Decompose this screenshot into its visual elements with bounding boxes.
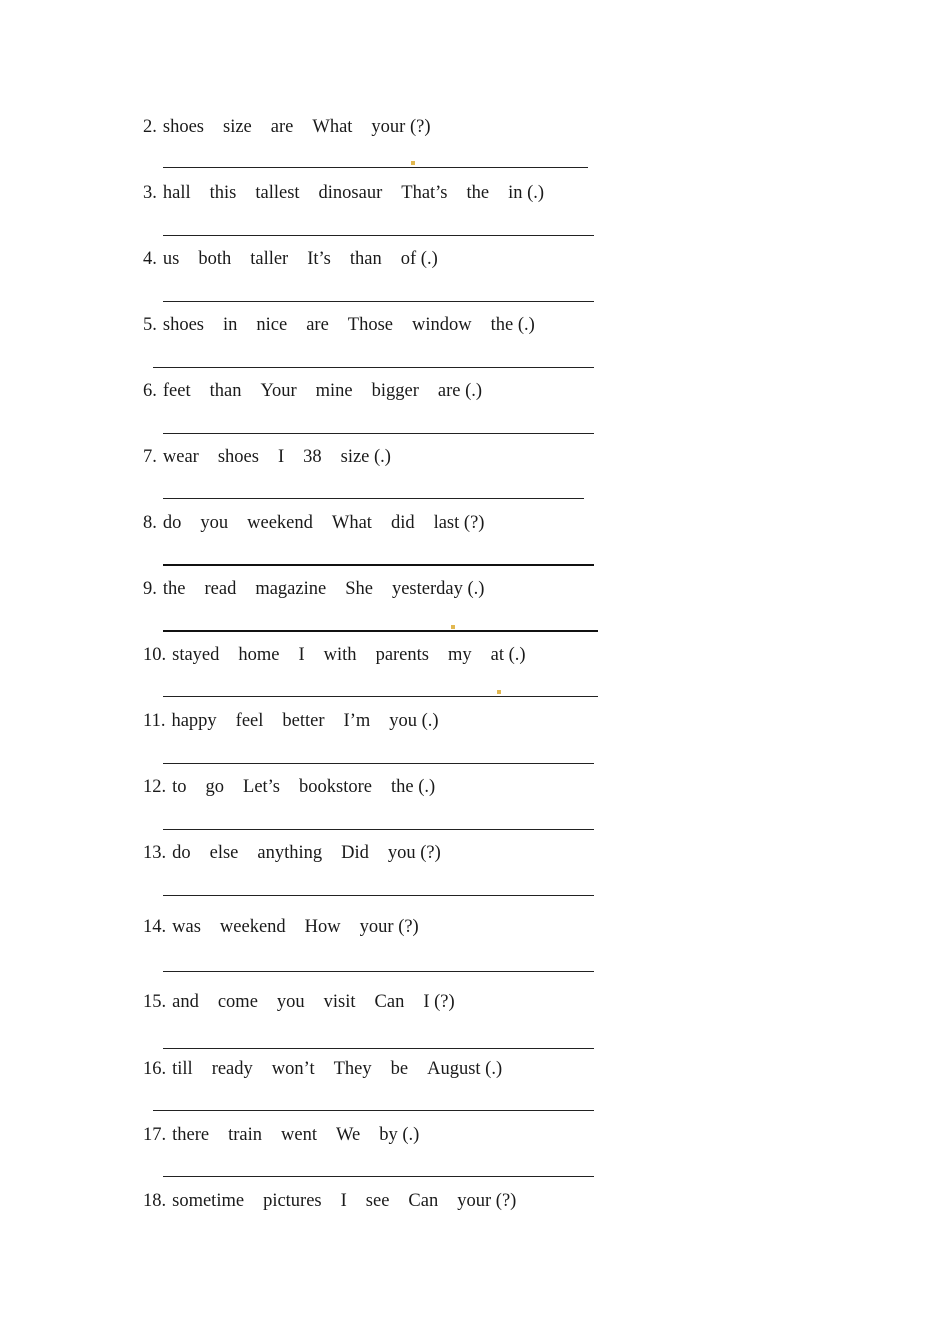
exercise-item (143, 1124, 419, 1146)
exercise-item (143, 1058, 502, 1080)
scrambled-word: size (340, 447, 370, 467)
scrambled-word: you (389, 711, 417, 731)
scrambled-word: ready (211, 1059, 253, 1079)
scrambled-word: What (312, 117, 353, 137)
scrambled-word: August (427, 1059, 481, 1079)
scrambled-word: the (390, 777, 414, 797)
exercise-item (143, 842, 441, 864)
answer-line[interactable] (163, 1176, 594, 1177)
end-punctuation: (.) (369, 447, 391, 467)
scrambled-word: your (371, 117, 406, 137)
scrambled-word: us (162, 249, 180, 269)
scrambled-word: do (162, 513, 182, 533)
exercise-item (143, 991, 455, 1013)
scrambled-word: feel (235, 711, 264, 731)
scrambled-word: mine (315, 381, 353, 401)
scrambled-word: the (466, 183, 490, 203)
scrambled-word: I’m (343, 711, 371, 731)
scrambled-word: home (238, 645, 280, 665)
answer-line[interactable] (163, 829, 594, 830)
scrambled-word: parents (375, 645, 429, 665)
scrambled-word: are (306, 315, 329, 335)
scrambled-word: the (162, 579, 186, 599)
scrambled-word: We (335, 1125, 361, 1145)
answer-line[interactable] (163, 564, 594, 566)
scrambled-word: bigger (371, 381, 419, 401)
scrambled-word: go (205, 777, 225, 797)
end-punctuation: (?) (429, 992, 455, 1012)
scrambled-word: weekend (219, 917, 286, 937)
scrambled-word: are (270, 117, 294, 137)
scrambled-word: That’s (401, 183, 448, 203)
scrambled-word: nice (256, 315, 288, 335)
scrambled-word: this (209, 183, 237, 203)
scrambled-word: else (209, 843, 239, 863)
exercise-number: 12. (143, 777, 167, 797)
scrambled-word: stayed (172, 645, 220, 665)
scrambled-word: see (365, 1191, 390, 1211)
scrambled-word: I (340, 1191, 347, 1211)
scrambled-word: in (223, 315, 238, 335)
end-punctuation: (.) (513, 315, 535, 335)
scrambled-word: your (457, 1191, 492, 1211)
answer-line[interactable] (163, 235, 594, 236)
scrambled-word: won’t (271, 1059, 315, 1079)
exercise-number: 9. (143, 579, 157, 599)
exercise-item (143, 710, 439, 732)
scrambled-word: happy (171, 711, 217, 731)
scrambled-word: What (331, 513, 372, 533)
scrambled-word: till (172, 1059, 193, 1079)
scrambled-word: are (437, 381, 461, 401)
scrambled-word: shoes (162, 117, 204, 137)
highlight-mark (497, 690, 501, 694)
scrambled-word: Your (260, 381, 297, 401)
highlight-mark (411, 161, 415, 165)
scrambled-word: come (217, 992, 258, 1012)
scrambled-word: tallest (255, 183, 300, 203)
exercise-item (143, 380, 482, 402)
answer-line[interactable] (163, 971, 594, 972)
scrambled-word: both (198, 249, 232, 269)
end-punctuation: (.) (397, 1125, 420, 1145)
end-punctuation: (?) (491, 1191, 517, 1211)
scrambled-word: went (281, 1125, 317, 1145)
exercise-item (143, 182, 544, 204)
scrambled-word: 38 (303, 447, 322, 467)
exercise-item (143, 314, 535, 336)
answer-line[interactable] (163, 498, 584, 499)
scrambled-word: I (298, 645, 305, 665)
scrambled-word: yesterday (391, 579, 463, 599)
scrambled-word: Those (347, 315, 394, 335)
scrambled-word: train (228, 1125, 263, 1145)
exercise-item (143, 512, 484, 534)
scrambled-word: shoes (162, 315, 204, 335)
exercise-number: 15. (143, 992, 167, 1012)
end-punctuation: (.) (460, 381, 483, 401)
scrambled-word: wear (162, 447, 199, 467)
exercise-number: 8. (143, 513, 157, 533)
answer-line[interactable] (153, 1110, 594, 1111)
scrambled-word: Can (408, 1191, 439, 1211)
exercise-number: 2. (143, 117, 157, 137)
highlight-mark (451, 625, 455, 629)
answer-line[interactable] (163, 433, 594, 434)
scrambled-word: by (379, 1125, 398, 1145)
end-punctuation: (.) (504, 645, 526, 665)
answer-line[interactable] (163, 763, 594, 764)
scrambled-word: sometime (172, 1191, 245, 1211)
scrambled-word: They (333, 1059, 372, 1079)
exercise-item (143, 644, 526, 666)
end-punctuation: (.) (522, 183, 545, 203)
exercise-number: 4. (143, 249, 157, 269)
scrambled-word: there (172, 1125, 210, 1145)
exercise-item (143, 116, 431, 138)
scrambled-word: size (223, 117, 252, 137)
answer-line[interactable] (163, 167, 588, 168)
exercise-item (143, 578, 484, 600)
end-punctuation: (.) (416, 249, 438, 269)
scrambled-word: dinosaur (318, 183, 383, 203)
scrambled-word: weekend (247, 513, 313, 533)
scrambled-word: window (412, 315, 472, 335)
scrambled-word: last (433, 513, 460, 533)
scrambled-word: you (387, 843, 416, 863)
scrambled-word: visit (323, 992, 356, 1012)
exercise-number: 10. (143, 645, 167, 665)
scrambled-word: my (448, 645, 472, 665)
end-punctuation: (?) (415, 843, 441, 863)
exercise-item (143, 916, 419, 938)
scrambled-word: than (209, 381, 242, 401)
scrambled-word: at (490, 645, 504, 665)
exercise-number: 5. (143, 315, 157, 335)
answer-line[interactable] (163, 696, 598, 697)
end-punctuation: (?) (393, 917, 419, 937)
scrambled-word: Did (341, 843, 369, 863)
scrambled-word: hall (162, 183, 191, 203)
scrambled-word: read (204, 579, 237, 599)
exercise-number: 14. (143, 917, 167, 937)
end-punctuation: (.) (413, 777, 436, 797)
scrambled-word: Let’s (243, 777, 281, 797)
scrambled-word: of (400, 249, 417, 269)
exercise-number: 6. (143, 381, 157, 401)
exercise-item (143, 1190, 516, 1212)
scrambled-word: in (508, 183, 523, 203)
scrambled-word: be (390, 1059, 409, 1079)
exercise-item (143, 446, 391, 468)
scrambled-word: shoes (217, 447, 259, 467)
exercise-number: 7. (143, 447, 157, 467)
scrambled-word: I (277, 447, 285, 467)
scrambled-word: you (276, 992, 305, 1012)
scrambled-word: She (345, 579, 373, 599)
exercise-number: 17. (143, 1125, 167, 1145)
scrambled-word: It’s (307, 249, 331, 269)
scrambled-word: was (172, 917, 201, 937)
scrambled-word: your (359, 917, 394, 937)
scrambled-word: How (304, 917, 341, 937)
end-punctuation: (.) (462, 579, 485, 599)
scrambled-word: better (282, 711, 325, 731)
scrambled-word: and (172, 992, 199, 1012)
scrambled-word: the (490, 315, 514, 335)
end-punctuation: (?) (459, 513, 485, 533)
end-punctuation: (.) (480, 1059, 503, 1079)
scrambled-word: you (200, 513, 229, 533)
scrambled-word: magazine (255, 579, 327, 599)
answer-line[interactable] (163, 1048, 594, 1049)
scrambled-word: feet (162, 381, 191, 401)
exercise-item (143, 248, 438, 270)
exercise-number: 11. (143, 711, 166, 731)
scrambled-word: pictures (263, 1191, 322, 1211)
exercise-number: 3. (143, 183, 157, 203)
scrambled-word: anything (257, 843, 323, 863)
exercise-number: 13. (143, 843, 167, 863)
answer-line[interactable] (153, 367, 594, 368)
scrambled-word: I (423, 992, 430, 1012)
scrambled-word: with (323, 645, 357, 665)
exercise-item (143, 776, 435, 798)
scrambled-word: Can (374, 992, 405, 1012)
end-punctuation: (?) (405, 117, 431, 137)
scrambled-word: to (172, 777, 187, 797)
answer-line[interactable] (163, 895, 594, 896)
scrambled-word: do (172, 843, 191, 863)
scrambled-word: than (349, 249, 382, 269)
answer-line[interactable] (163, 301, 594, 302)
exercise-number: 16. (143, 1059, 167, 1079)
exercise-number: 18. (143, 1191, 167, 1211)
scrambled-word: did (390, 513, 415, 533)
scrambled-word: taller (250, 249, 289, 269)
answer-line[interactable] (163, 630, 598, 632)
scrambled-word: bookstore (299, 777, 372, 797)
end-punctuation: (.) (417, 711, 439, 731)
